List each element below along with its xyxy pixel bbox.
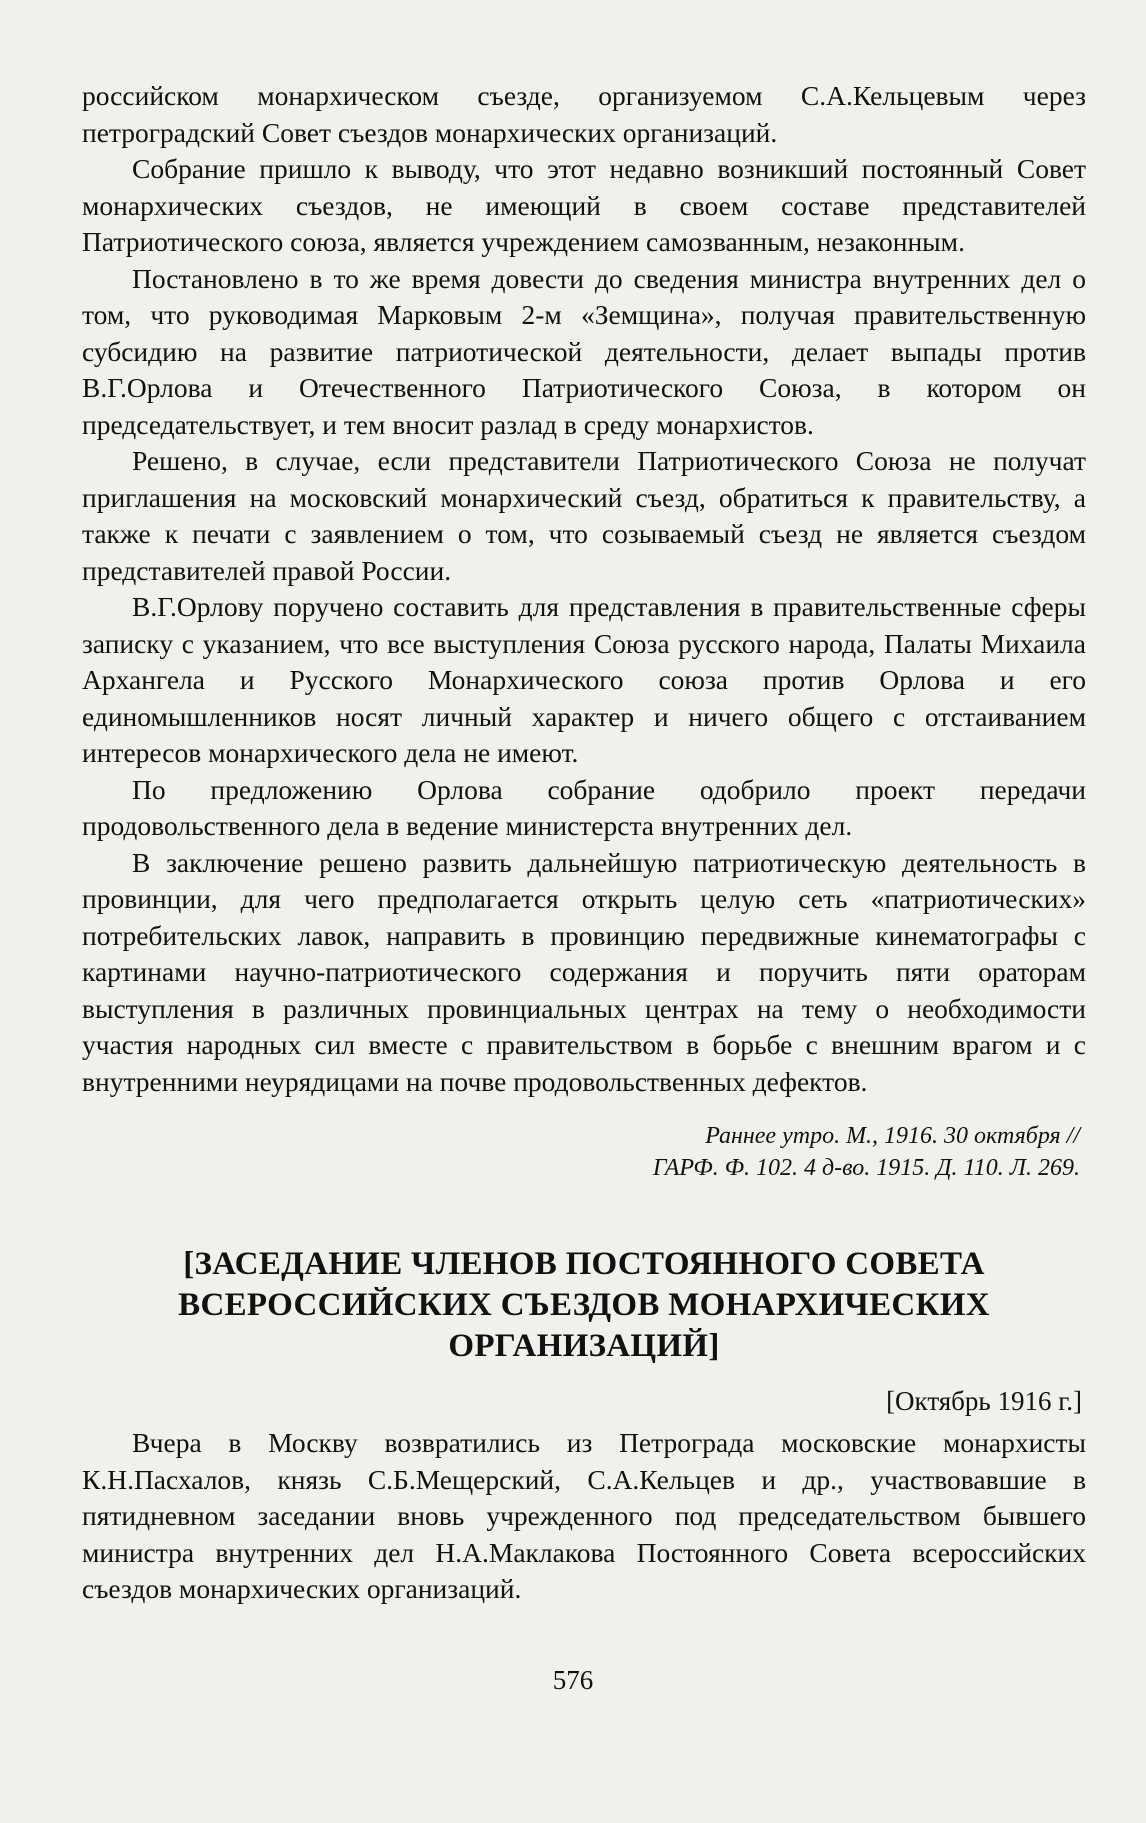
source-line: ГАРФ. Ф. 102. 4 д-во. 1915. Д. 110. Л. 269.: [652, 1155, 1080, 1181]
section-title-line: [ЗАСЕДАНИЕ ЧЛЕНОВ ПОСТОЯННОГО СОВЕТА: [183, 1246, 985, 1282]
paragraph: российском монархическом съезде, организуемом С.А.Кельцевым через петроградский Совет съездов монархических организаций.: [82, 80, 1086, 148]
page-number: 576: [552, 1665, 594, 1695]
paragraph: В.Г.Орлову поручено составить для представления в правительственные сферы записку с указанием, что все выступления Союза русского народа, Палаты Михаила Архангела и Русского Монархического союза против Орлова и его единомышленников носят личный характер и ничего общего с отстаиванием интересов монархического дела не имеют.: [82, 591, 1086, 768]
paragraph: В заключение решено развить дальнейшую патриотическую деятельность в провинции, для чего предполагается открыть целую сеть «патриотических» потребительских лавок, направить в провинцию передвижные кинематографы с картинами научно-патриотического содержания и поручить пяти ораторам выступления в различных провинциальных центрах на тему о необходимости участия народных сил вместе с правительством в борьбе с внешним врагом и с внутренними неурядицами на почве продовольственных дефектов.: [82, 846, 1086, 1097]
source-line: Раннее утро. М., 1916. 30 октября //: [705, 1123, 1080, 1149]
section-title-line: ОРГАНИЗАЦИЙ]: [448, 1328, 720, 1364]
paragraph: Собрание пришло к выводу, что этот недавно возникший постоянный Совет монархических съездов, не имеющий в своем составе представителей Патриотического союза, является учреждением самозванным, незаконным.: [82, 153, 1086, 257]
paragraph: Вчера в Москву возвратились из Петрограда московские монархисты К.Н.Пасхалов, князь С.Б.Мещерский, С.А.Кельцев и др., участвовавшие в пятидневном заседании вновь учрежденного под председательством бывшего министра внутренних дел Н.А.Маклакова Постоянного Совета всероссийских съездов монархических организаций.: [82, 1427, 1086, 1604]
source-citation: [82, 1120, 1080, 1184]
body-text-top: [82, 78, 1086, 1100]
body-text-bottom: [82, 1425, 1086, 1608]
section-title: [82, 1244, 1086, 1367]
document-date: [Октябрь 1916 г.]: [886, 1386, 1082, 1416]
paragraph: Постановлено в то же время довести до сведения министра внутренних дел о том, что руководимая Марковым 2-м «Земщина», получая правительственную субсидию на развитие патриотической деятельности, делает выпады против В.Г.Орлова и Отечественного Патриотического Союза, в котором он председательствует, и тем вносит разлад в среду монархистов.: [82, 262, 1086, 440]
paragraph: Решено, в случае, если представители Патриотического Союза не получат приглашения на московский монархический съезд, обратиться к правительству, а также к печати с заявлением о том, что созываемый съезд не является съездом представителей правой России.: [82, 445, 1086, 586]
section-title-line: ВСЕРОССИЙСКИХ СЪЕЗДОВ МОНАРХИЧЕСКИХ: [178, 1287, 990, 1323]
paragraph: По предложению Орлова собрание одобрило проект передачи продовольственного дела в ведение министерста внутренних дел.: [82, 773, 1086, 841]
